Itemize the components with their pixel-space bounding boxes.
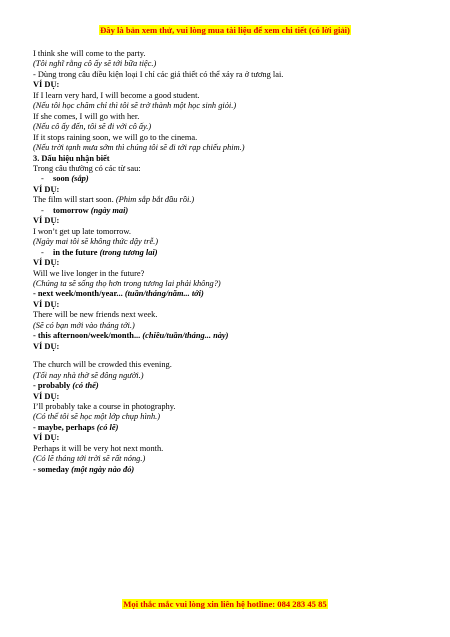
signal-word-item [33, 465, 423, 475]
example-sentence: Will we live longer in the future? [33, 268, 145, 278]
example-sentence: Perhaps it will be very hot next month. [33, 443, 164, 453]
signal-word-meaning: (tuần/tháng/năm... tới) [124, 289, 204, 299]
translation: (Nếu tôi học chăm chỉ thì tôi sẽ trở thành một học sinh giỏi.) [33, 101, 237, 111]
translation: (Có lẽ tháng tới trời sẽ rất nóng.) [33, 454, 146, 464]
signal-word-meaning: (có lẽ) [96, 422, 119, 432]
example-label: VÍ DỤ: [33, 433, 60, 443]
example-sentence: The film will start soon. [33, 195, 114, 205]
translation: (Có thể tôi sẽ học một lớp chụp hình.) [33, 412, 161, 422]
example-sentence: If it stops raining soon, we will go to the cinema. [33, 132, 198, 142]
example-sentence: If she comes, I will go with her. [33, 111, 140, 121]
bullet-dash: - [41, 247, 44, 257]
example-label: VÍ DỤ: [33, 80, 60, 90]
example-label: VÍ DỤ: [33, 299, 60, 309]
example-label: VÍ DỤ: [33, 391, 60, 401]
translation: (Phim sắp bắt đầu rồi.) [115, 195, 195, 205]
signal-word-meaning: (sắp) [71, 174, 89, 184]
translation: (Sẽ có bạn mới vào tháng tới.) [33, 320, 135, 330]
hotline-banner [0, 599, 450, 609]
signal-word-meaning: (chiều/tuần/tháng... này) [142, 331, 229, 341]
signal-word-item [33, 289, 423, 299]
example-sentence: I’ll probably take a course in photography. [33, 401, 176, 411]
signal-word: - next week/month/year... [33, 289, 123, 299]
signal-word: soon [53, 174, 70, 184]
signal-word-item [33, 331, 423, 341]
signal-word: - someday [33, 464, 70, 474]
signal-word-item [33, 423, 423, 433]
signal-word-meaning: (có thể) [72, 381, 99, 391]
bullet-dash: - [41, 205, 44, 215]
translation: (Nếu trời tạnh mưa sớm thì chúng tôi sẽ đi tới rạp chiếu phim.) [33, 143, 245, 153]
preview-notice-text: Đây là bản xem thử, vui lòng mua tài liệu để xem chi tiết (có lời giải) [100, 25, 350, 35]
section-intro: Trong câu thường có các từ sau: [33, 163, 141, 173]
hotline-text: Mọi thắc mắc vui lòng xin liên hệ hotline: 084 283 45 85 [123, 599, 327, 609]
translation: (Tối nay nhà thờ sẽ đông người.) [33, 370, 144, 380]
spacer [33, 352, 423, 360]
translation: (Tôi nghĩ rằng cô ấy sẽ tới bữa tiệc.) [33, 59, 157, 69]
signal-word-meaning: (một ngày nào đó) [71, 464, 135, 474]
preview-notice-banner [0, 25, 450, 35]
example-sentence: I think she will come to the party. [33, 49, 146, 58]
bullet-dash: - [41, 174, 44, 184]
example-label: VÍ DỤ: [33, 258, 60, 268]
translation: (Ngày mai tôi sẽ không thức dậy trễ.) [33, 237, 159, 247]
document-body [33, 49, 423, 475]
signal-word: - this afternoon/week/month... [33, 331, 141, 341]
signal-word-meaning: (trong tương lai) [99, 247, 158, 257]
translation: (Nếu cô ấy đến, tôi sẽ đi với cô ấy.) [33, 122, 152, 132]
signal-word-item [33, 174, 423, 184]
signal-word: in the future [53, 247, 98, 257]
signal-word-item [33, 381, 423, 391]
usage-rule: - Dùng trong câu điều kiện loại I chỉ các giả thiết có thể xảy ra ở tương lai. [33, 69, 284, 79]
signal-word: - probably [33, 381, 71, 391]
section-heading: 3. Dấu hiệu nhận biết [33, 153, 110, 163]
example-label: VÍ DỤ: [33, 184, 60, 194]
example-sentence-with-translation [33, 195, 423, 205]
example-label: VÍ DỤ: [33, 216, 60, 226]
signal-word: tomorrow [53, 205, 89, 215]
example-sentence: If I learn very hard, I will become a good student. [33, 90, 200, 100]
example-sentence: There will be new friends next week. [33, 310, 158, 320]
example-sentence: I won’t get up late tomorrow. [33, 226, 131, 236]
signal-word-meaning: (ngày mai) [90, 205, 129, 215]
signal-word-item [33, 206, 423, 216]
example-sentence: The church will be crowded this evening. [33, 360, 172, 370]
example-label: VÍ DỤ: [33, 341, 60, 351]
signal-word-item [33, 248, 423, 258]
signal-word: - maybe, perhaps [33, 422, 95, 432]
translation: (Chúng ta sẽ sống thọ hơn trong tương lai phải không?) [33, 278, 221, 288]
